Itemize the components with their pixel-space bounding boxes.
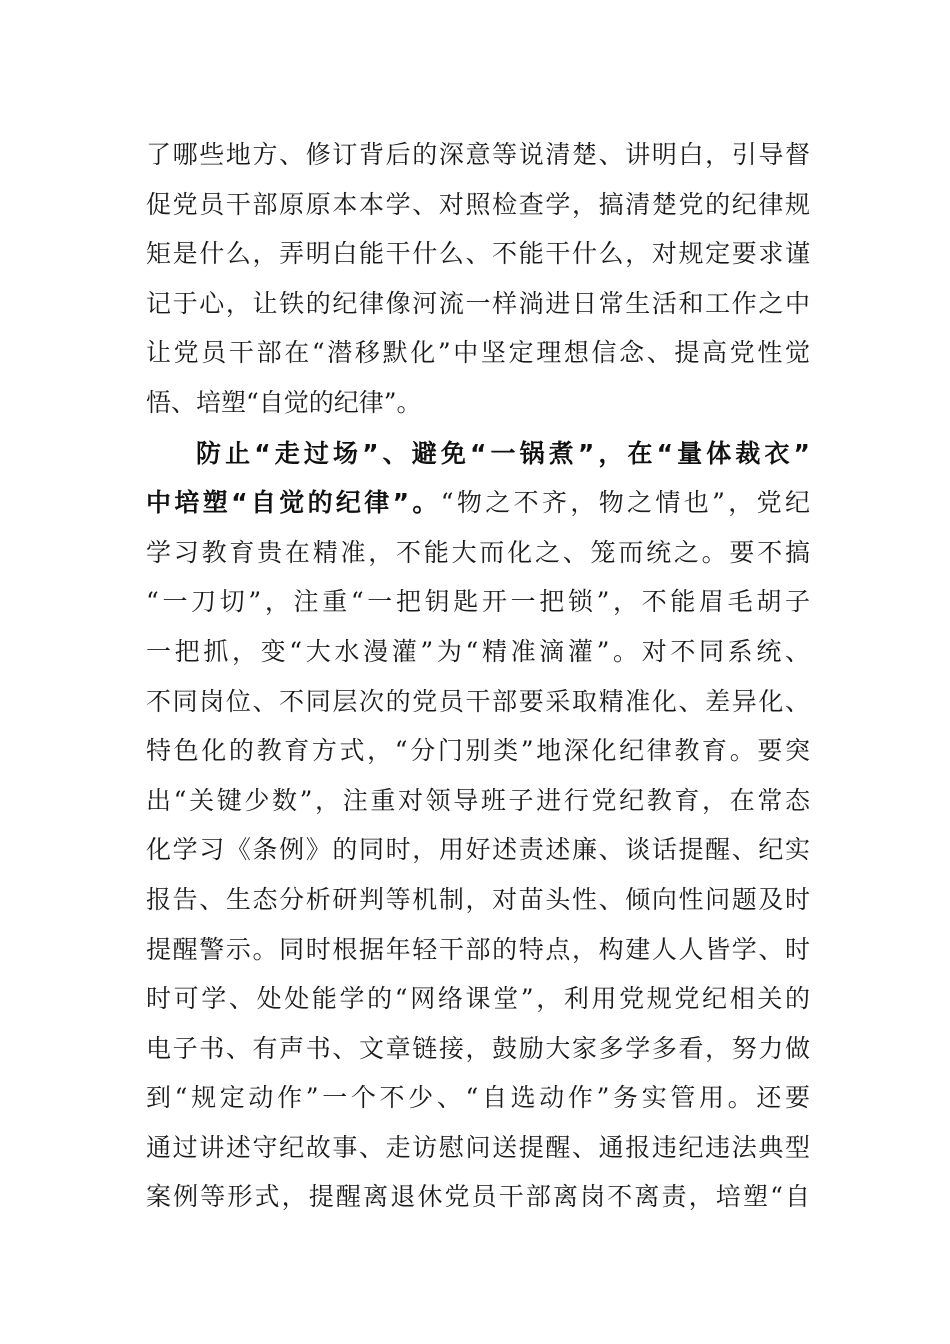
paragraph-line: “一刀切”，注重“一把钥匙开一把锁”，不能眉毛胡子 bbox=[146, 587, 810, 617]
paragraph-line: 出“关键少数”，注重对领导班子进行党纪教育，在常态 bbox=[146, 785, 810, 815]
document-body bbox=[146, 130, 810, 1222]
paragraph-line: 特色化的教育方式，“分门别类”地深化纪律教育。要突 bbox=[146, 736, 810, 766]
paragraph-2 bbox=[146, 429, 810, 1223]
paragraph-line: 提醒警示。同时根据年轻干部的特点，构建人人皆学、时 bbox=[146, 934, 810, 964]
paragraph-text: “物之不齐，物之情也”，党纪 bbox=[440, 488, 810, 518]
section-heading-tail: 中培塑“自觉的纪律”。 bbox=[146, 488, 441, 518]
paragraph-1 bbox=[146, 130, 810, 428]
paragraph-line: 不同岗位、不同层次的党员干部要采取精准化、差异化、 bbox=[146, 686, 810, 716]
paragraph-line: 了哪些地方、修订背后的深意等说清楚、讲明白，引导督 bbox=[146, 140, 810, 169]
paragraph-line: 到“规定动作”一个不少、“自选动作”务实管用。还要 bbox=[146, 1083, 810, 1113]
paragraph-line: 电子书、有声书、文章链接，鼓励大家多学多看，努力做 bbox=[146, 1033, 810, 1063]
section-heading: 防止“走过场”、避免“一锅煮”，在“量体裁衣” bbox=[196, 438, 810, 468]
paragraph-line: 时可学、处处能学的“网络课堂”，利用党规党纪相关的 bbox=[146, 984, 810, 1014]
paragraph-line: 矩是什么，弄明白能干什么、不能干什么，对规定要求谨 bbox=[146, 239, 810, 269]
paragraph-line: 化学习《条例》的同时，用好述责述廉、谈话提醒、纪实 bbox=[146, 835, 810, 865]
paragraph-line: 报告、生态分析研判等机制，对苗头性、倾向性问题及时 bbox=[146, 884, 810, 914]
paragraph-line: 记于心，让铁的纪律像河流一样淌进日常生活和工作之中 bbox=[146, 288, 810, 318]
paragraph-line: 让党员干部在“潜移默化”中坚定理想信念、提高党性觉 bbox=[146, 338, 810, 368]
paragraph-line: 通过讲述守纪故事、走访慰问送提醒、通报违纪违法典型 bbox=[146, 1132, 810, 1162]
section-heading-continuation bbox=[146, 478, 810, 528]
paragraph-line: 一把抓，变“大水漫灌”为“精准滴灌”。对不同系统、 bbox=[146, 636, 810, 666]
paragraph-line: 学习教育贵在精准，不能大而化之、笼而统之。要不搞 bbox=[146, 537, 810, 567]
paragraph-line: 案例等形式，提醒离退休党员干部离岗不离责，培塑“自 bbox=[146, 1182, 810, 1212]
paragraph-line: 悟、培塑“自觉的纪律”。 bbox=[146, 387, 422, 417]
paragraph-line: 促党员干部原原本本学、对照检查学，搞清楚党的纪律规 bbox=[146, 189, 810, 219]
